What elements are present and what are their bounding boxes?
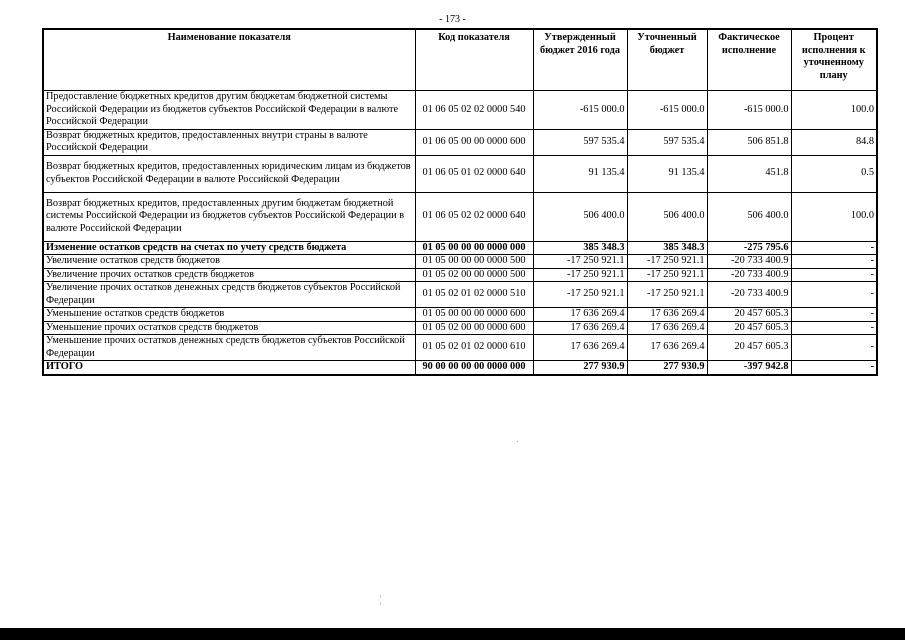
row-actual: -20 733 400.9 xyxy=(707,268,791,282)
row-revised: 17 636 269.4 xyxy=(627,308,707,322)
row-revised: -615 000.0 xyxy=(627,91,707,130)
row-name: Возврат бюджетных кредитов, предоставленных внутри страны в валюте Российской Федерации xyxy=(43,129,415,155)
row-name: Изменение остатков средств на счетах по учету средств бюджета xyxy=(43,241,415,255)
row-code: 01 05 00 00 00 0000 500 xyxy=(415,255,533,269)
row-approved: -17 250 921.1 xyxy=(533,282,627,308)
row-code: 01 05 02 00 00 0000 600 xyxy=(415,321,533,335)
row-name: Увеличение остатков средств бюджетов xyxy=(43,255,415,269)
scan-speck xyxy=(380,596,381,597)
row-code: 01 06 05 00 00 0000 600 xyxy=(415,129,533,155)
row-actual: -20 733 400.9 xyxy=(707,282,791,308)
row-approved: -615 000.0 xyxy=(533,91,627,130)
row-percent: 100.0 xyxy=(791,91,877,130)
row-revised: 597 535.4 xyxy=(627,129,707,155)
row-name: Уменьшение прочих остатков денежных средств бюджетов субъектов Российской Федерации xyxy=(43,335,415,361)
row-revised: -17 250 921.1 xyxy=(627,282,707,308)
row-revised: 385 348.3 xyxy=(627,241,707,255)
table-header-row xyxy=(43,29,877,91)
table-row xyxy=(43,255,877,269)
row-revised: 277 930.9 xyxy=(627,361,707,375)
row-percent: - xyxy=(791,282,877,308)
row-approved: 91 135.4 xyxy=(533,155,627,192)
row-code: 01 05 02 01 02 0000 510 xyxy=(415,282,533,308)
table-row xyxy=(43,241,877,255)
table-row xyxy=(43,321,877,335)
row-name: Предоставление бюджетных кредитов другим бюджетам бюджетной системы Российской Федерации из бюджетов субъектов Российской Федерации в валюте Российской Федерации xyxy=(43,91,415,130)
row-name: Возврат бюджетных кредитов, предоставленных другим бюджетам бюджетной системы Российской Федерации из бюджетов субъектов Российской Федерации в валюте Российской Федерации xyxy=(43,192,415,241)
row-revised: 91 135.4 xyxy=(627,155,707,192)
row-code: 01 05 00 00 00 0000 600 xyxy=(415,308,533,322)
table-row xyxy=(43,129,877,155)
row-approved: -17 250 921.1 xyxy=(533,255,627,269)
row-actual: 506 400.0 xyxy=(707,192,791,241)
row-name: ИТОГО xyxy=(43,361,415,375)
row-actual: 506 851.8 xyxy=(707,129,791,155)
table-row xyxy=(43,282,877,308)
row-revised: 506 400.0 xyxy=(627,192,707,241)
row-percent: - xyxy=(791,321,877,335)
header-percent: Процент исполнения к уточненному плану xyxy=(791,29,877,91)
row-approved: 385 348.3 xyxy=(533,241,627,255)
row-code: 01 05 00 00 00 0000 000 xyxy=(415,241,533,255)
row-code: 01 06 05 01 02 0000 640 xyxy=(415,155,533,192)
row-code: 01 05 02 00 00 0000 500 xyxy=(415,268,533,282)
table-row xyxy=(43,268,877,282)
row-percent: - xyxy=(791,361,877,375)
table-row xyxy=(43,308,877,322)
scan-speck xyxy=(380,603,381,604)
row-percent: 0.5 xyxy=(791,155,877,192)
row-percent: - xyxy=(791,335,877,361)
row-code: 90 00 00 00 00 0000 000 xyxy=(415,361,533,375)
total-row xyxy=(43,361,877,375)
row-approved: 506 400.0 xyxy=(533,192,627,241)
row-actual: -20 733 400.9 xyxy=(707,255,791,269)
row-actual: 20 457 605.3 xyxy=(707,321,791,335)
row-percent: - xyxy=(791,268,877,282)
row-percent: - xyxy=(791,241,877,255)
row-code: 01 06 05 02 02 0000 540 xyxy=(415,91,533,130)
row-revised: -17 250 921.1 xyxy=(627,255,707,269)
budget-table xyxy=(42,28,878,376)
row-revised: -17 250 921.1 xyxy=(627,268,707,282)
table-row xyxy=(43,192,877,241)
row-approved: 277 930.9 xyxy=(533,361,627,375)
row-percent: 100.0 xyxy=(791,192,877,241)
page-number: - 173 - xyxy=(439,14,466,25)
row-percent: - xyxy=(791,255,877,269)
scan-edge-bar xyxy=(0,628,905,640)
row-name: Уменьшение остатков средств бюджетов xyxy=(43,308,415,322)
row-code: 01 06 05 02 02 0000 640 xyxy=(415,192,533,241)
row-actual: -615 000.0 xyxy=(707,91,791,130)
row-actual: 451.8 xyxy=(707,155,791,192)
row-percent: - xyxy=(791,308,877,322)
row-actual: -275 795.6 xyxy=(707,241,791,255)
table-row xyxy=(43,91,877,130)
table-row xyxy=(43,155,877,192)
row-name: Увеличение прочих остатков средств бюджетов xyxy=(43,268,415,282)
row-percent: 84.8 xyxy=(791,129,877,155)
row-approved: 17 636 269.4 xyxy=(533,308,627,322)
row-name: Возврат бюджетных кредитов, предоставленных юридическим лицам из бюджетов субъектов Российской Федерации в валюте Российской Федерации xyxy=(43,155,415,192)
row-revised: 17 636 269.4 xyxy=(627,335,707,361)
row-actual: 20 457 605.3 xyxy=(707,308,791,322)
header-actual: Фактическое исполнение xyxy=(707,29,791,91)
row-name: Увеличение прочих остатков денежных средств бюджетов субъектов Российской Федерации xyxy=(43,282,415,308)
row-name: Уменьшение прочих остатков средств бюджетов xyxy=(43,321,415,335)
header-revised: Уточненный бюджет xyxy=(627,29,707,91)
row-actual: -397 942.8 xyxy=(707,361,791,375)
row-revised: 17 636 269.4 xyxy=(627,321,707,335)
row-code: 01 05 02 01 02 0000 610 xyxy=(415,335,533,361)
header-approved: Утвержденный бюджет 2016 года xyxy=(533,29,627,91)
row-approved: 17 636 269.4 xyxy=(533,335,627,361)
row-approved: 597 535.4 xyxy=(533,129,627,155)
row-approved: 17 636 269.4 xyxy=(533,321,627,335)
scan-speck xyxy=(517,441,518,442)
row-approved: -17 250 921.1 xyxy=(533,268,627,282)
header-code: Код показателя xyxy=(415,29,533,91)
table-row xyxy=(43,335,877,361)
header-name: Наименование показателя xyxy=(43,29,415,91)
row-actual: 20 457 605.3 xyxy=(707,335,791,361)
